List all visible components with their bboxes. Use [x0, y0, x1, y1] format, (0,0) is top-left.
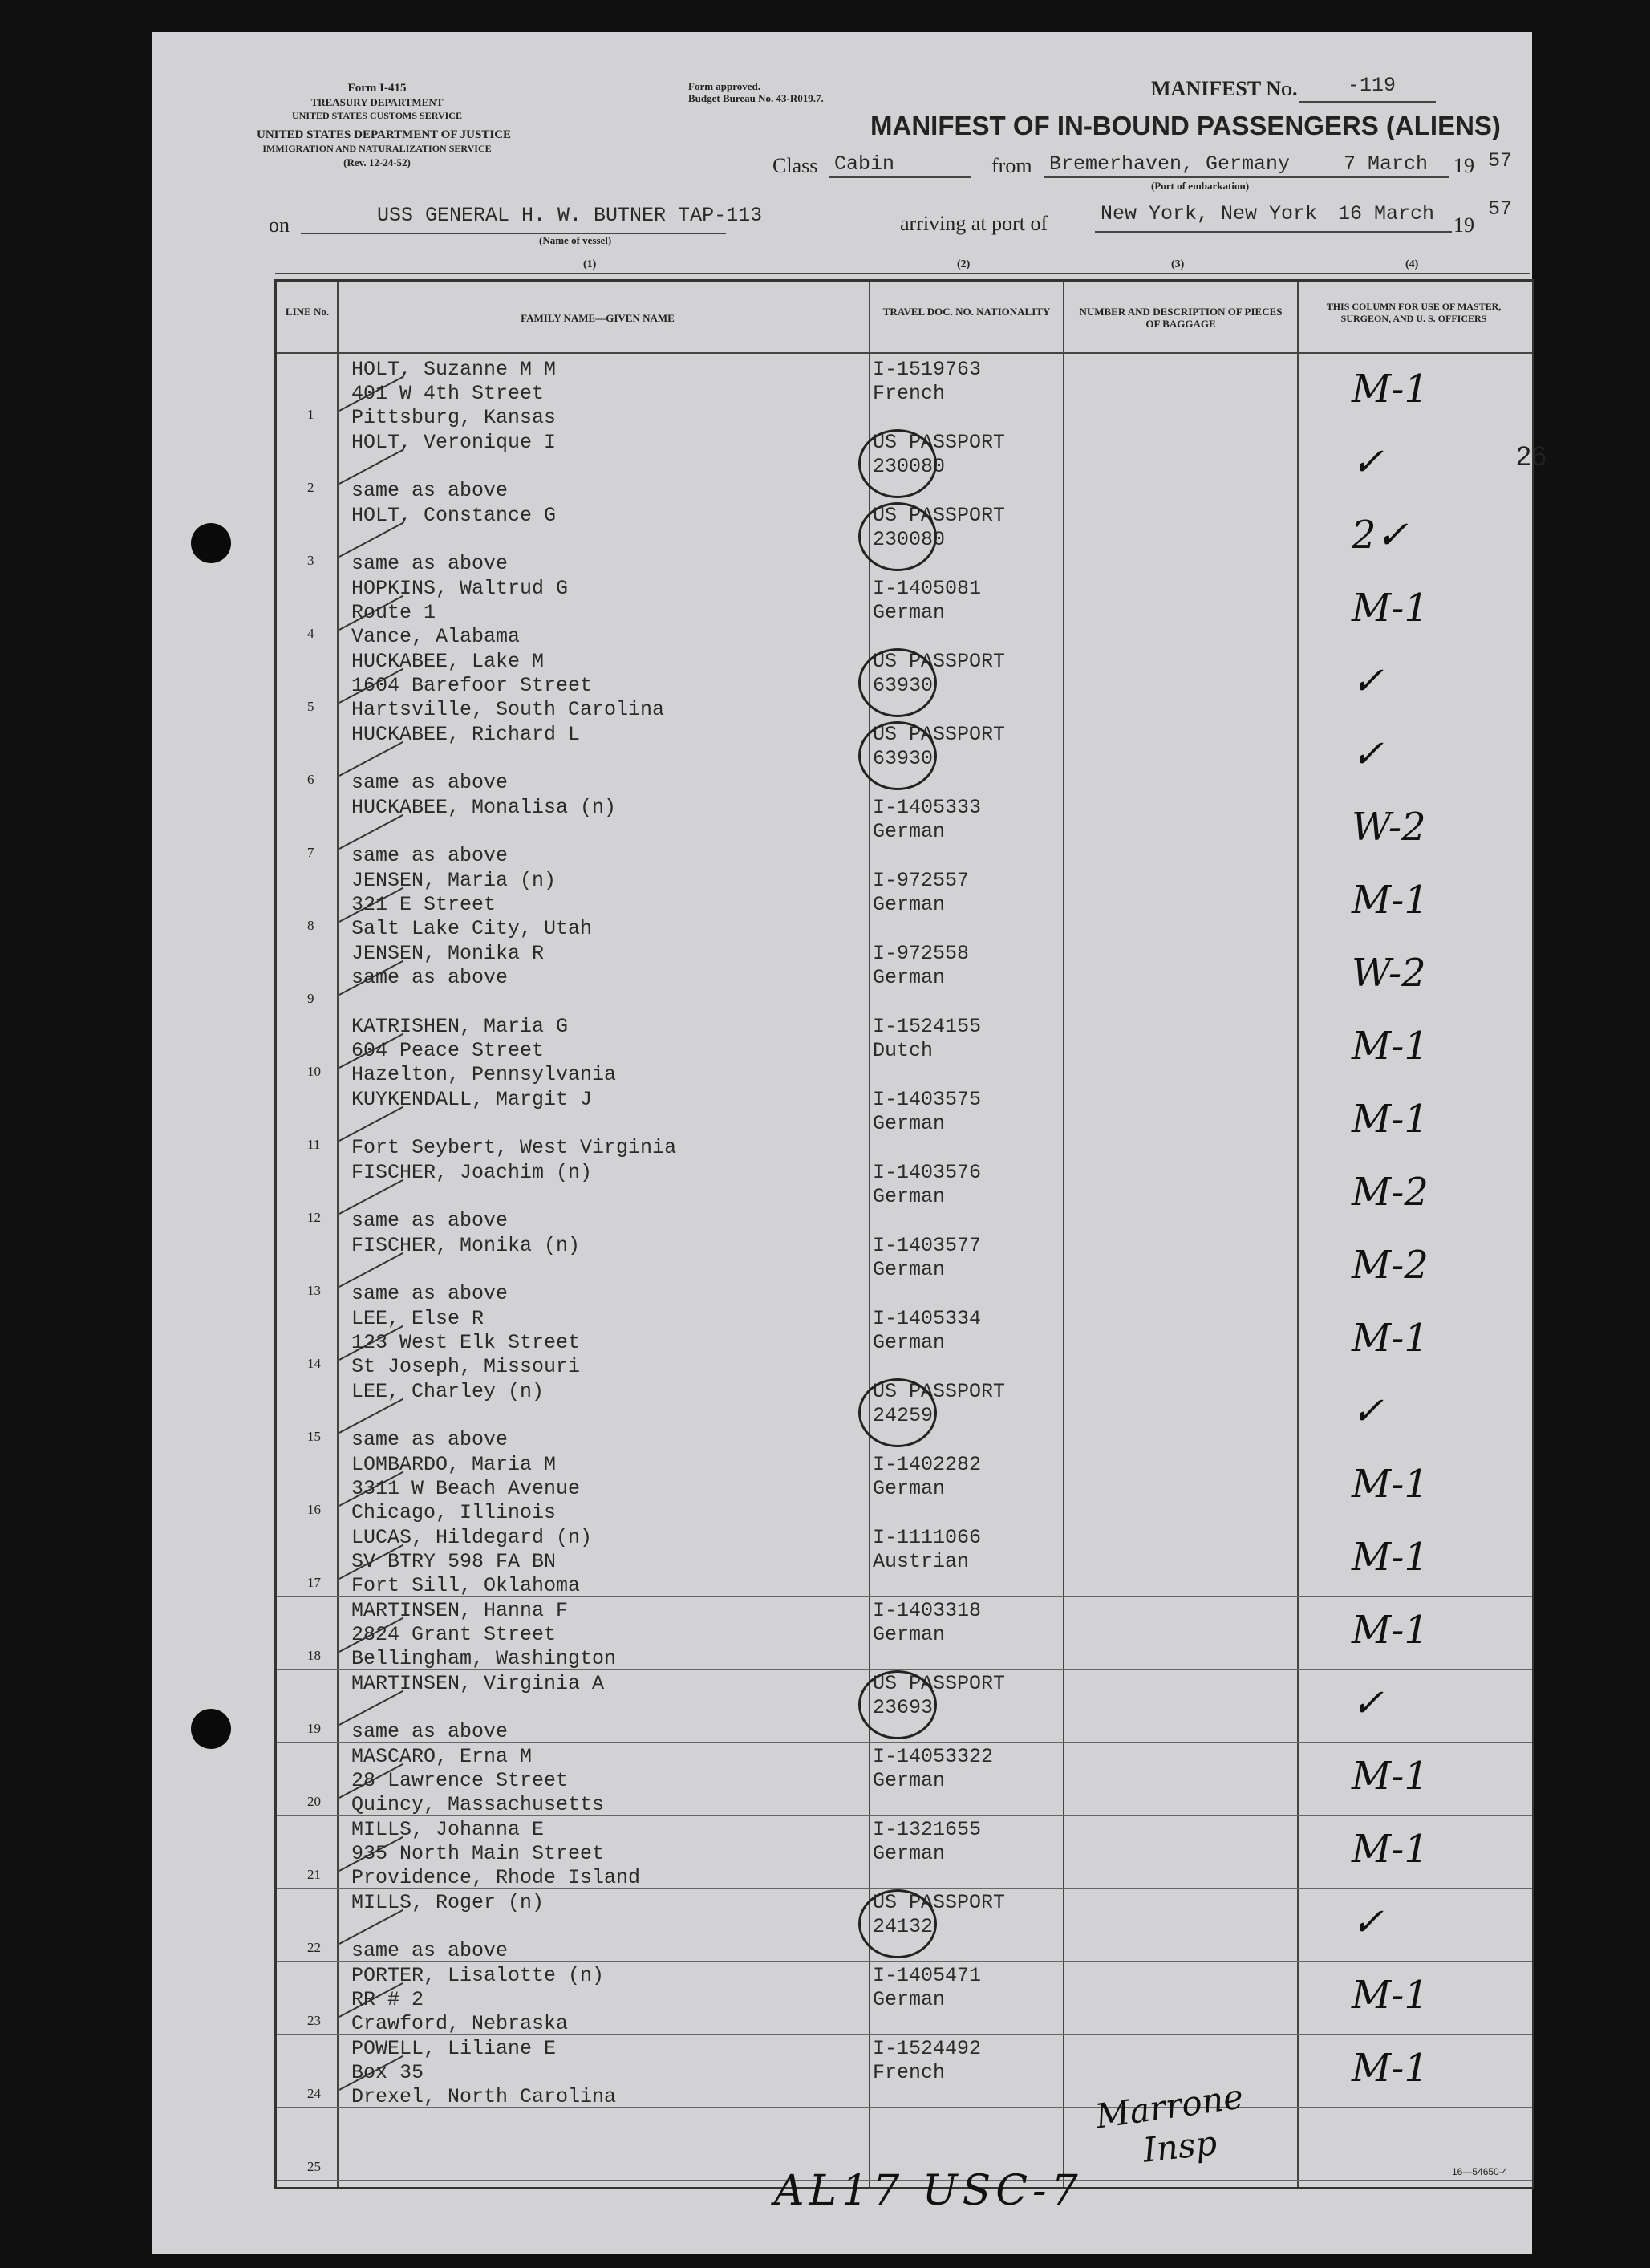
form-id-block [257, 82, 497, 123]
col-num-3: (3) [1171, 258, 1185, 270]
travel-doc-nationality: Austrian [873, 1550, 970, 1573]
travel-document [873, 942, 969, 990]
baggage-note-insp: Insp [1141, 2123, 1219, 2170]
passenger-entry [351, 577, 568, 649]
passenger-entry [351, 1307, 580, 1379]
depart-year-prefix: 19 [1453, 154, 1474, 177]
passenger-city: Drexel, North Carolina [351, 2085, 617, 2108]
passenger-city: St Joseph, Missouri [351, 1355, 581, 1378]
passport-circle [858, 502, 937, 571]
travel-doc-number: I-1111066 [873, 1526, 982, 1549]
passenger-name: MARTINSEN, Virginia A [351, 1672, 605, 1695]
travel-doc-number: US PASSPORT [873, 1672, 1006, 1695]
travel-doc-nationality: 230080 [873, 455, 946, 478]
arriving-label: arriving at port of [900, 212, 1048, 235]
travel-doc-nationality: 24132 [873, 1915, 934, 1938]
travel-doc-nationality: 63930 [873, 747, 934, 770]
table-row [277, 866, 1532, 939]
line-number: 19 [307, 1721, 321, 1736]
passenger-entry [351, 1964, 604, 2036]
travel-doc-number: I-1321655 [873, 1818, 982, 1841]
travel-doc-nationality: French [873, 2061, 946, 2084]
officer-mark: ✓ [1352, 440, 1384, 485]
passenger-address [351, 1185, 592, 1209]
justice-block [257, 128, 512, 169]
passenger-name: LUCAS, Hildegard (n) [351, 1526, 593, 1549]
passenger-entry [351, 1599, 616, 1671]
passenger-city: Crawford, Nebraska [351, 2012, 569, 2035]
passenger-entry [351, 504, 556, 576]
passenger-address: same as above [351, 966, 509, 989]
passenger-name: MASCARO, Erna M [351, 1745, 533, 1768]
form-id: Form I-415 [347, 82, 407, 95]
passenger-entry [351, 1161, 592, 1233]
table-row [277, 939, 1532, 1012]
footer-code: 16—54650-4 [1452, 2166, 1508, 2177]
passenger-entry [351, 1453, 580, 1525]
officer-mark: M-1 [1352, 1097, 1429, 1142]
line-number: 16 [307, 1502, 321, 1517]
col-head-name: FAMILY NAME—GIVEN NAME [521, 312, 675, 324]
travel-doc-nationality: German [873, 1112, 946, 1135]
travel-document [873, 358, 981, 406]
travel-document [873, 1599, 981, 1647]
passenger-address [351, 1112, 676, 1136]
port-embark-caption: (Port of embarkation) [1151, 180, 1250, 192]
col-num-4: (4) [1405, 258, 1419, 270]
table-row [277, 1523, 1532, 1596]
officer-mark: M-1 [1352, 1827, 1429, 1872]
passenger-address [351, 455, 556, 479]
travel-doc-number: I-1402282 [873, 1453, 982, 1476]
officer-mark: M-1 [1352, 1316, 1429, 1361]
travel-doc-number: I-972557 [873, 869, 970, 892]
bottom-handwritten-note: AL17 USC-7 [774, 2167, 1083, 2215]
passenger-city: same as above [351, 844, 509, 867]
passenger-name: KUYKENDALL, Margit J [351, 1088, 593, 1111]
travel-doc-number: I-1519763 [873, 358, 982, 381]
passenger-entry [351, 1234, 580, 1306]
travel-document [873, 1453, 981, 1501]
passenger-address: 935 North Main Street [351, 1842, 605, 1865]
table-row [277, 1888, 1532, 1961]
punch-hole-top [191, 523, 231, 563]
passenger-name: HOPKINS, Waltrud G [351, 577, 569, 600]
passenger-city: Pittsburg, Kansas [351, 406, 557, 429]
col-num-2: (2) [957, 258, 971, 270]
passenger-address: SV BTRY 598 FA BN [351, 1550, 557, 1573]
passenger-entry [351, 650, 664, 722]
line-number: 10 [307, 1064, 321, 1079]
treasury-dept: TREASURY DEPARTMENT [310, 96, 444, 108]
manifest-table [274, 279, 1534, 2215]
passenger-name: MILLS, Johanna E [351, 1818, 545, 1841]
manifest-title: MANIFEST OF IN-BOUND PASSENGERS (ALIENS) [870, 111, 1501, 140]
passenger-city: Bellingham, Washington [351, 1647, 617, 1670]
revision: (Rev. 12-24-52) [343, 156, 411, 168]
passenger-name: MARTINSEN, Hanna F [351, 1599, 569, 1622]
travel-document [873, 869, 969, 917]
travel-document [873, 577, 981, 625]
class-label: Class [772, 154, 818, 177]
passenger-address: RR # 2 [351, 1988, 424, 2011]
col-head-line: LINE No. [285, 306, 330, 318]
travel-doc-nationality: German [873, 601, 946, 624]
vessel-name: USS GENERAL H. W. BUTNER TAP-113 [377, 204, 763, 227]
travel-doc-nationality: German [873, 820, 946, 843]
passenger-name: LEE, Charley (n) [351, 1380, 545, 1403]
officer-mark: M-1 [1352, 1608, 1429, 1653]
line-number: 14 [307, 1356, 321, 1371]
arrival-year: 57 [1488, 197, 1513, 221]
line-number: 11 [307, 1137, 321, 1152]
passenger-address: 321 E Street [351, 893, 497, 916]
margin-number: 26 [1516, 441, 1547, 472]
passenger-name: FISCHER, Monika (n) [351, 1234, 581, 1257]
travel-doc-nationality: German [873, 1769, 946, 1792]
passenger-name: JENSEN, Monika R [351, 942, 545, 965]
officer-mark: 2✓ [1352, 513, 1409, 558]
passenger-name: LEE, Else R [351, 1307, 484, 1330]
passenger-city: Salt Lake City, Utah [351, 917, 593, 940]
travel-doc-number: I-1403577 [873, 1234, 982, 1257]
table-row [277, 720, 1532, 793]
passenger-city: Chicago, Illinois [351, 1501, 557, 1524]
passenger-address: Route 1 [351, 601, 436, 624]
passenger-entry [351, 723, 580, 795]
travel-document [873, 1818, 981, 1866]
officer-mark: ✓ [1352, 1389, 1384, 1434]
officer-mark: W-2 [1352, 805, 1426, 850]
passenger-city: same as above [351, 1720, 509, 1743]
passenger-city: same as above [351, 479, 509, 502]
table-row [277, 1815, 1532, 1888]
line-number: 6 [307, 772, 314, 787]
passport-circle [858, 429, 937, 498]
passenger-city [351, 990, 544, 1014]
travel-document [873, 1964, 981, 2012]
passenger-city: same as above [351, 552, 509, 575]
passport-circle [858, 1889, 937, 1958]
table-row [277, 1304, 1532, 1377]
travel-doc-number: I-1403576 [873, 1161, 982, 1184]
passenger-address: 3311 W Beach Avenue [351, 1477, 581, 1500]
passenger-entry [351, 1891, 544, 1963]
line-number: 15 [307, 1429, 321, 1444]
passport-circle [858, 648, 937, 717]
line-number: 9 [307, 991, 314, 1006]
passport-circle [858, 1378, 937, 1447]
officer-mark: ✓ [1352, 732, 1384, 777]
officer-mark: ✓ [1352, 1681, 1384, 1726]
col-head-travel: TRAVEL DOC. NO. NATIONALITY [882, 306, 1051, 318]
line-number: 1 [307, 407, 314, 422]
travel-doc-nationality: 24259 [873, 1404, 934, 1427]
travel-doc-number: US PASSPORT [873, 1380, 1006, 1403]
travel-doc-number: I-1405334 [873, 1307, 982, 1330]
passenger-name: FISCHER, Joachim (n) [351, 1161, 593, 1184]
passport-circle [858, 721, 937, 790]
budget-bureau: Budget Bureau No. 43-R019.7. [688, 92, 824, 104]
passenger-city: same as above [351, 1282, 509, 1305]
travel-document [873, 1088, 981, 1136]
travel-document [873, 796, 981, 844]
passenger-city: Quincy, Massachusetts [351, 1793, 605, 1816]
line-number: 17 [307, 1575, 321, 1590]
line-number: 22 [307, 1940, 321, 1955]
depart-date: 7 March [1344, 152, 1429, 176]
travel-doc-nationality: German [873, 893, 946, 916]
travel-doc-nationality: French [873, 382, 946, 405]
passenger-name: JENSEN, Maria (n) [351, 869, 557, 892]
travel-document [873, 1745, 993, 1793]
travel-doc-nationality: 63930 [873, 674, 934, 697]
passenger-city: same as above [351, 1939, 509, 1962]
officer-mark: M-2 [1352, 1170, 1429, 1215]
passenger-address [351, 1696, 604, 1720]
travel-doc-number: I-1403575 [873, 1088, 982, 1111]
officer-mark: M-1 [1352, 2046, 1429, 2091]
table-row [277, 793, 1532, 866]
travel-document [873, 1307, 981, 1355]
passenger-name: HUCKABEE, Richard L [351, 723, 581, 746]
travel-doc-nationality: 23693 [873, 1696, 934, 1719]
line-number: 2 [307, 480, 314, 495]
travel-doc-nationality: German [873, 966, 946, 989]
table-row [277, 1231, 1532, 1304]
travel-doc-number: I-1403318 [873, 1599, 982, 1622]
table-row [277, 1961, 1532, 2034]
officer-mark: M-1 [1352, 367, 1429, 412]
table-row [277, 1450, 1532, 1523]
passenger-city: Providence, Rhode Island [351, 1866, 641, 1889]
officer-mark: ✓ [1352, 659, 1384, 704]
passenger-address: 28 Lawrence Street [351, 1769, 569, 1792]
travel-doc-number: I-972558 [873, 942, 970, 965]
line-number: 4 [307, 626, 314, 641]
passenger-entry [351, 358, 556, 430]
table-row [277, 1742, 1532, 1815]
passenger-name: LOMBARDO, Maria M [351, 1453, 557, 1476]
travel-document [873, 1161, 981, 1209]
passenger-address: 2824 Grant Street [351, 1623, 557, 1646]
officer-mark: M-1 [1352, 878, 1429, 923]
passenger-entry [351, 869, 592, 941]
manifest-no: -119 [1348, 74, 1397, 97]
passenger-name: HOLT, Suzanne M M [351, 358, 557, 381]
ins-service: IMMIGRATION AND NATURALIZATION SERVICE [262, 143, 492, 154]
manifest-no-label: MANIFEST No. [1151, 77, 1298, 100]
passenger-name: PORTER, Lisalotte (n) [351, 1964, 605, 1987]
passenger-entry [351, 942, 544, 1014]
travel-doc-nationality: German [873, 1331, 946, 1354]
punch-hole-bottom [191, 1709, 231, 1749]
passenger-entry [351, 796, 616, 868]
passenger-address [351, 1915, 544, 1939]
line-number: 20 [307, 1794, 321, 1809]
table-row [277, 1377, 1532, 1450]
travel-doc-nationality: German [873, 1258, 946, 1281]
passenger-entry [351, 1380, 544, 1452]
passenger-entry [351, 2037, 616, 2109]
passenger-city: same as above [351, 1209, 509, 1232]
officer-mark: W-2 [1352, 951, 1426, 996]
depart-year: 57 [1488, 149, 1513, 172]
table-row [277, 647, 1532, 720]
from-label: from [991, 154, 1032, 177]
approval-block [688, 80, 824, 104]
from-value: Bremerhaven, Germany [1049, 152, 1291, 176]
passenger-city: Vance, Alabama [351, 625, 521, 648]
officer-mark: M-1 [1352, 1973, 1429, 2018]
arrival-port: New York, New York [1101, 202, 1318, 225]
passenger-address [351, 1404, 544, 1428]
col-num-1: (1) [583, 258, 597, 270]
passenger-address: 401 W 4th Street [351, 382, 545, 405]
travel-document [873, 1015, 981, 1063]
passenger-entry [351, 1818, 640, 1890]
passenger-city: Hartsville, South Carolina [351, 698, 665, 721]
passenger-entry [351, 1088, 676, 1160]
officer-mark: M-1 [1352, 1462, 1429, 1507]
passenger-name: HOLT, Veronique I [351, 431, 557, 454]
line-number: 12 [307, 1210, 321, 1225]
passenger-name: MILLS, Roger (n) [351, 1891, 545, 1914]
travel-document [873, 1526, 981, 1574]
passenger-address [351, 1258, 580, 1282]
table-row [277, 1596, 1532, 1669]
line-number: 18 [307, 1648, 321, 1663]
baggage-note-marrone: Marrone [1093, 2076, 1246, 2136]
travel-doc-number: I-1405081 [873, 577, 982, 600]
passenger-address [351, 528, 556, 552]
officer-mark: M-2 [1352, 1243, 1429, 1288]
table-row [277, 355, 1532, 428]
travel-doc-nationality: German [873, 1623, 946, 1646]
table-row [277, 574, 1532, 647]
travel-doc-nationality: German [873, 1185, 946, 1208]
officer-mark: M-1 [1352, 1535, 1429, 1580]
officer-mark: M-1 [1352, 1024, 1429, 1069]
travel-doc-number: US PASSPORT [873, 650, 1006, 673]
passenger-address [351, 747, 580, 771]
travel-doc-number: US PASSPORT [873, 1891, 1006, 1914]
form-approved: Form approved. [688, 80, 761, 92]
officer-mark: ✓ [1352, 1900, 1384, 1945]
manifest-page [152, 32, 1547, 2254]
col-head-officers: THIS COLUMN FOR USE OF MASTER, SURGEON, AND U. S. OFFICERS [1326, 301, 1502, 324]
officer-mark: M-1 [1352, 1754, 1429, 1799]
vessel-caption: (Name of vessel) [539, 234, 612, 246]
passenger-name: HOLT, Constance G [351, 504, 557, 527]
passenger-name: POWELL, Liliane E [351, 2037, 557, 2060]
table-row [277, 1669, 1532, 1742]
travel-doc-number: I-1524492 [873, 2037, 982, 2060]
table-row [277, 501, 1532, 574]
passenger-city: Fort Sill, Oklahoma [351, 1574, 581, 1597]
table-row [277, 428, 1532, 501]
travel-doc-nationality: 230080 [873, 528, 946, 551]
on-label: on [269, 213, 290, 237]
travel-doc-number: US PASSPORT [873, 431, 1006, 454]
line-number: 13 [307, 1283, 321, 1298]
passenger-city: Hazelton, Pennsylvania [351, 1063, 617, 1086]
passenger-address: Box 35 [351, 2061, 424, 2084]
passenger-city: same as above [351, 771, 509, 794]
line-number: 24 [307, 2086, 321, 2101]
passenger-address [351, 820, 616, 844]
travel-doc-number: I-1405333 [873, 796, 982, 819]
justice-dept: UNITED STATES DEPARTMENT OF JUSTICE [257, 128, 512, 141]
arrival-date: 16 March [1338, 202, 1435, 225]
travel-doc-number: I-14053322 [873, 1745, 994, 1768]
class-value: Cabin [834, 152, 895, 176]
travel-doc-number: I-1524155 [873, 1015, 982, 1038]
table-row [277, 2034, 1532, 2107]
passenger-name: HUCKABEE, Lake M [351, 650, 545, 673]
table-row [277, 1158, 1532, 1231]
travel-document [873, 1234, 981, 1282]
passenger-city: same as above [351, 1428, 509, 1451]
arrival-year-prefix: 19 [1453, 213, 1474, 237]
table-row [277, 1012, 1532, 1085]
travel-doc-number: I-1405471 [873, 1964, 982, 1987]
travel-doc-nationality: German [873, 1988, 946, 2011]
passenger-city: Fort Seybert, West Virginia [351, 1136, 677, 1159]
line-number: 25 [307, 2159, 321, 2174]
passenger-name: HUCKABEE, Monalisa (n) [351, 796, 617, 819]
officer-mark: M-1 [1352, 586, 1429, 631]
passenger-address: 1604 Barefoor Street [351, 674, 593, 697]
line-number: 7 [307, 845, 314, 860]
passenger-entry [351, 1745, 604, 1817]
travel-doc-nationality: German [873, 1477, 946, 1500]
travel-doc-number: US PASSPORT [873, 723, 1006, 746]
travel-doc-number: US PASSPORT [873, 504, 1006, 527]
passenger-entry [351, 1526, 592, 1598]
passport-circle [858, 1670, 937, 1739]
travel-doc-nationality: German [873, 1842, 946, 1865]
col-head-baggage: NUMBER AND DESCRIPTION OF PIECES OF BAGGAGE [1079, 306, 1283, 330]
passenger-entry [351, 1672, 604, 1744]
passenger-entry [351, 431, 556, 503]
passenger-entry [351, 1015, 616, 1087]
travel-doc-nationality: Dutch [873, 1039, 934, 1062]
passenger-address: 604 Peace Street [351, 1039, 545, 1062]
passenger-name: KATRISHEN, Maria G [351, 1015, 569, 1038]
table-row [277, 1085, 1532, 1158]
line-number: 3 [307, 553, 314, 568]
travel-document [873, 2037, 981, 2085]
line-number: 21 [307, 1867, 321, 1882]
line-number: 5 [307, 699, 314, 714]
line-number: 8 [307, 918, 314, 933]
customs-service: UNITED STATES CUSTOMS SERVICE [292, 110, 462, 121]
line-number: 23 [307, 2013, 321, 2028]
passenger-address: 123 West Elk Street [351, 1331, 581, 1354]
